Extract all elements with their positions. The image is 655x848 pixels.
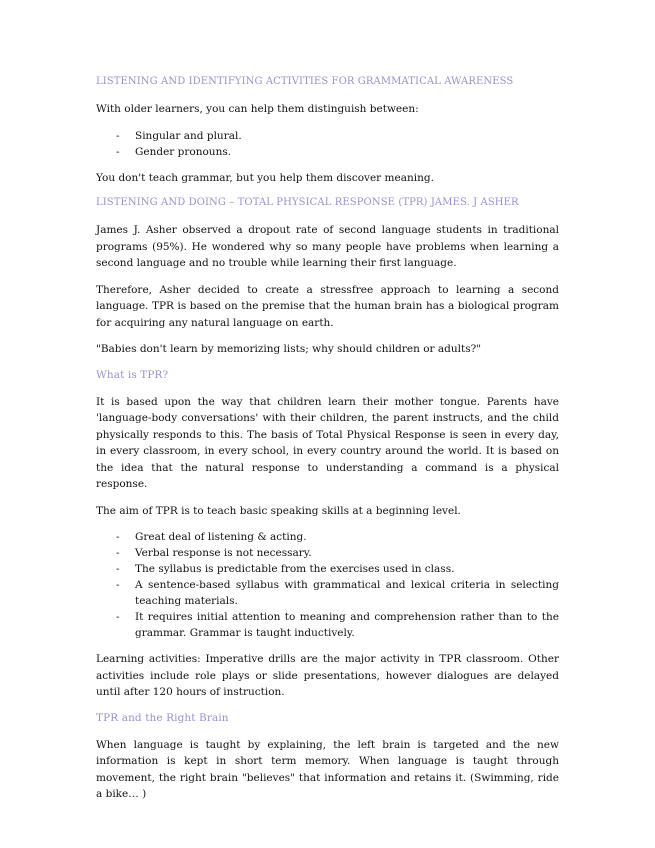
list-item: - Singular and plural.	[116, 129, 242, 142]
section-heading-grammatical-awareness: LISTENING AND IDENTIFYING ACTIVITIES FOR GRAMMATICAL AWARENESS	[96, 76, 514, 87]
dash-bullet: -	[116, 579, 120, 591]
dash-bullet: -	[116, 547, 120, 559]
section-heading-tpr: LISTENING AND DOING – TOTAL PHYSICAL RESPONSE (TPR) JAMES. J ASHER	[96, 197, 519, 208]
tpr-aim-paragraph: The aim of TPR is to teach basic speaking skills at a beginning level.	[96, 504, 461, 517]
list-item: - Gender pronouns.	[116, 145, 232, 158]
section-heading-right-brain: TPR and the Right Brain	[96, 711, 229, 724]
distinguish-list	[96, 128, 559, 160]
dash-bullet: -	[116, 145, 120, 158]
dash-bullet: -	[116, 563, 120, 575]
dash-bullet: -	[116, 531, 120, 543]
babies-quote: "Babies don't learn by memorizing lists; why should children or adults?"	[96, 343, 482, 355]
list-item: - It requires initial attention to meaning and comprehension rather than to the grammar. Grammar is taught inductively.	[116, 611, 559, 639]
dash-bullet: -	[116, 611, 120, 623]
right-brain-paragraph: When language is taught by explaining, the left brain is targeted and the new information is kept in short term memory. When language is taught through movement, the right brain "believes" that information and retains it. (Swimming, ride a bike… )	[96, 738, 559, 800]
tpr-definition-paragraph: It is based upon the way that children learn their mother tongue. Parents have 'language-body conversations' with their children, the parent instructs, and the child physically responds to this. The basis of Total Physical Response is seen in every day, in every classroom, in every school, in every country around the world. It is based on the idea that the natural response to understanding a command is a physical response.	[96, 395, 559, 490]
stressfree-paragraph: Therefore, Asher decided to create a stressfree approach to learning a second language. TPR is based on the premise that the human brain has a biological program for acquiring any natural language on earth.	[96, 283, 559, 329]
intro-paragraph: With older learners, you can help them distinguish between:	[96, 103, 419, 115]
dash-bullet: -	[116, 129, 120, 142]
list-item: - Great deal of listening & acting.	[116, 531, 307, 543]
grammar-meaning-paragraph: You don't teach grammar, but you help them discover meaning.	[96, 171, 434, 184]
tpr-features-list	[96, 529, 559, 641]
list-item: - A sentence-based syllabus with grammatical and lexical criteria in selecting teaching materials.	[116, 579, 559, 607]
section-heading-what-is-tpr: What is TPR?	[96, 368, 169, 381]
learning-activities-paragraph: Learning activities: Imperative drills are the major activity in TPR classroom. Other activities include role plays or slide presentations, however dialogues are delayed until after 120 hours of instruction.	[96, 653, 559, 698]
list-item: - Verbal response is not necessary.	[116, 547, 312, 559]
asher-paragraph: James J. Asher observed a dropout rate of second language students in traditional programs (95%). He wondered why so many people have problems when learning a second language and no trouble while learning their first language.	[96, 224, 559, 269]
list-item: - The syllabus is predictable from the exercises used in class.	[116, 563, 455, 575]
